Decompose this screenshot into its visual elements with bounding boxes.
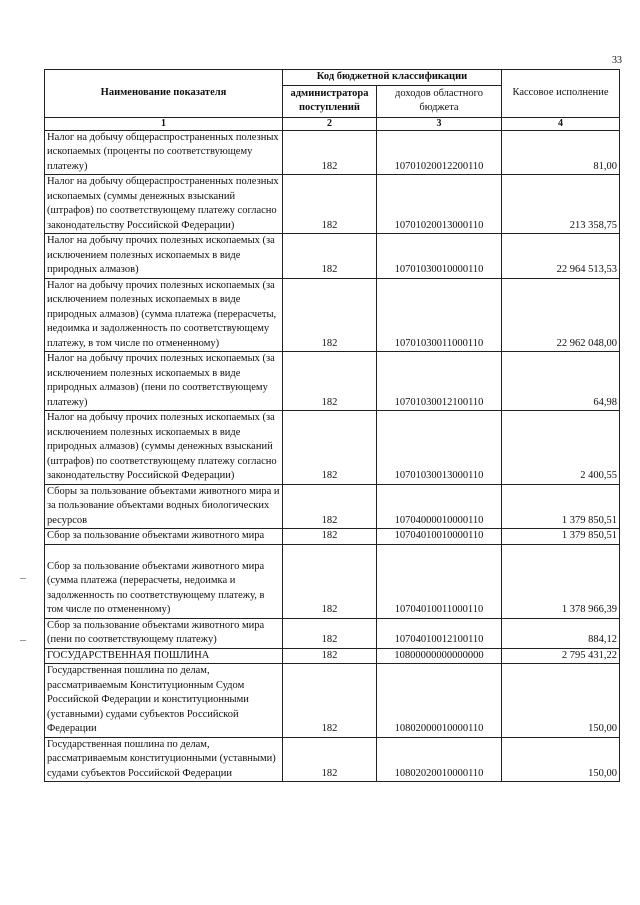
column-number: 2 [283, 117, 377, 130]
cash-execution-value: 213 358,75 [502, 175, 620, 234]
indicator-name: Налог на добычу общераспространенных полезных ископаемых (проценты по соответствующему платежу) [45, 130, 283, 175]
table-row [45, 130, 620, 175]
header-income-code: доходов областного бюджета [377, 85, 502, 117]
cash-execution-value: 1 378 966,39 [502, 544, 620, 618]
cash-execution-value: 150,00 [502, 737, 620, 782]
indicator-name: Государственная пошлина по делам, рассматриваемым Конституционным Судом Российской Федерации и конституционными (уставными) судами субъектов Российской Федерации [45, 664, 283, 738]
administrator-code: 182 [283, 648, 377, 664]
cash-execution-value: 22 962 048,00 [502, 278, 620, 352]
indicator-name: Сборы за пользование объектами животного мира и за пользование объектами водных биологических ресурсов [45, 484, 283, 529]
header-indicator-name: Наименование показателя [45, 70, 283, 118]
table-row [45, 352, 620, 411]
income-code: 10802000010000110 [377, 664, 502, 738]
administrator-code: 182 [283, 529, 377, 545]
indicator-name: Сбор за пользование объектами животного мира (пени по соответствующему платежу) [45, 618, 283, 648]
indicator-name: Налог на добычу прочих полезных ископаемых (за исключением полезных ископаемых в виде природных алмазов) (пени по соответствующему платежу) [45, 352, 283, 411]
indicator-name: Налог на добычу прочих полезных ископаемых (за исключением полезных ископаемых в виде природных алмазов) (сумма платежа (перерасчеты, недоимка и задолженность по соответствующему платежу, в том числе по отмененному) [45, 278, 283, 352]
indicator-name: Налог на добычу прочих полезных ископаемых (за исключением полезных ископаемых в виде природных алмазов) (суммы денежных взысканий (штрафов) по соответствующему платежу согласно законодательству Российской Федерации) [45, 411, 283, 485]
cash-execution-value: 1 379 850,51 [502, 484, 620, 529]
table-row [45, 484, 620, 529]
cash-execution-value: 150,00 [502, 664, 620, 738]
administrator-code: 182 [283, 175, 377, 234]
administrator-code: 182 [283, 544, 377, 618]
cash-execution-value: 2 400,55 [502, 411, 620, 485]
cash-execution-value: 884,12 [502, 618, 620, 648]
indicator-name: ГОСУДАРСТВЕННАЯ ПОШЛИНА [45, 648, 283, 664]
table-row [45, 544, 620, 618]
table-row [45, 664, 620, 738]
table-row [45, 411, 620, 485]
income-code: 10704010012100110 [377, 618, 502, 648]
page-number: 33 [612, 55, 622, 66]
indicator-name: Государственная пошлина по делам, рассматриваемым конституционными (уставными) судами субъектов Российской Федерации [45, 737, 283, 782]
administrator-code: 182 [283, 484, 377, 529]
header-administrator: администратора поступлений [283, 85, 377, 117]
income-code: 10802020010000110 [377, 737, 502, 782]
table-row [45, 648, 620, 664]
income-code: 10701030013000110 [377, 411, 502, 485]
income-code: 10701020013000110 [377, 175, 502, 234]
indicator-name-cell [45, 544, 283, 618]
indicator-name: Налог на добычу общераспространенных полезных ископаемых (суммы денежных взысканий (штрафов) по соответствующему платежу согласно законодательству Российской Федерации) [45, 175, 283, 234]
administrator-code: 182 [283, 352, 377, 411]
income-code: 10701020012200110 [377, 130, 502, 175]
margin-mark [20, 640, 26, 641]
header-cash-execution: Кассовое исполнение [502, 70, 620, 118]
header-kbk-group: Код бюджетной классификации [283, 70, 502, 86]
table-row [45, 529, 620, 545]
budget-table [44, 69, 620, 782]
column-number: 3 [377, 117, 502, 130]
table-row [45, 278, 620, 352]
table-row [45, 234, 620, 279]
administrator-code: 182 [283, 618, 377, 648]
indicator-name: Сбор за пользование объектами животного мира (сумма платежа (перерасчеты, недоимка и задолженность по соответствующему платежу, в том числе по отмененному) [47, 560, 265, 615]
column-number: 1 [45, 117, 283, 130]
administrator-code: 182 [283, 737, 377, 782]
table-row [45, 737, 620, 782]
administrator-code: 182 [283, 411, 377, 485]
cash-execution-value: 1 379 850,51 [502, 529, 620, 545]
administrator-code: 182 [283, 234, 377, 279]
income-code: 10800000000000000 [377, 648, 502, 664]
blank-spacer [47, 545, 280, 560]
administrator-code: 182 [283, 664, 377, 738]
cash-execution-value: 2 795 431,22 [502, 648, 620, 664]
indicator-name: Налог на добычу прочих полезных ископаемых (за исключением полезных ископаемых в виде природных алмазов) [45, 234, 283, 279]
income-code: 10701030010000110 [377, 234, 502, 279]
margin-mark [20, 578, 26, 579]
cash-execution-value: 22 964 513,53 [502, 234, 620, 279]
income-code: 10704010010000110 [377, 529, 502, 545]
table-row [45, 618, 620, 648]
table-row [45, 175, 620, 234]
income-code: 10701030011000110 [377, 278, 502, 352]
cash-execution-value: 81,00 [502, 130, 620, 175]
indicator-name: Сбор за пользование объектами животного мира [45, 529, 283, 545]
column-number: 4 [502, 117, 620, 130]
income-code: 10704010011000110 [377, 544, 502, 618]
cash-execution-value: 64,98 [502, 352, 620, 411]
income-code: 10704000010000110 [377, 484, 502, 529]
income-code: 10701030012100110 [377, 352, 502, 411]
administrator-code: 182 [283, 278, 377, 352]
administrator-code: 182 [283, 130, 377, 175]
